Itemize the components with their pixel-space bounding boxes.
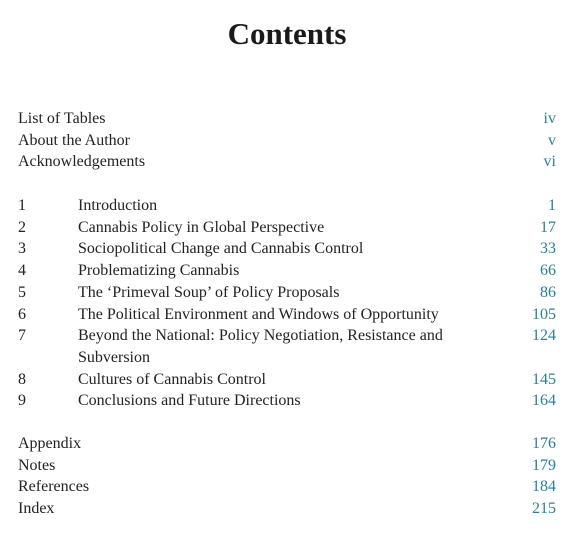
toc-entry-chapter-2[interactable]	[18, 217, 556, 239]
toc-entry-chapter-4[interactable]	[18, 260, 556, 282]
page-number: 176	[532, 435, 556, 452]
page-number: 105	[532, 305, 556, 323]
page-number: 164	[532, 392, 556, 410]
page-number: vi	[543, 153, 556, 171]
page-number: 17	[540, 218, 556, 236]
toc-entry-chapter-5[interactable]	[18, 282, 556, 304]
entry-title: Acknowledgements	[18, 153, 146, 171]
chapter-number: 1	[18, 197, 26, 214]
chapter-number: 6	[18, 305, 26, 323]
toc-entry-chapter-6[interactable]	[18, 304, 556, 326]
chapter-title: Cannabis Policy in Global Perspective	[78, 218, 325, 236]
page-number: 215	[532, 500, 556, 518]
page-number: 1	[548, 197, 556, 214]
page-number: 66	[540, 262, 556, 280]
entry-title: About the Author	[18, 131, 130, 149]
toc-entry-chapter-8[interactable]	[18, 369, 556, 391]
toc-entry-acknowledgements[interactable]	[18, 151, 556, 173]
toc-entry-notes[interactable]	[18, 455, 556, 477]
chapter-title: Conclusions and Future Directions	[78, 392, 301, 410]
page-number: 179	[532, 456, 556, 474]
toc-entry-list-of-tables[interactable]	[18, 108, 556, 130]
page-number: 145	[532, 370, 556, 388]
entry-title: Notes	[18, 456, 56, 474]
toc-entry-chapter-9[interactable]	[18, 390, 556, 412]
chapter-number: 2	[18, 218, 26, 236]
page-number: 124	[532, 327, 556, 345]
chapter-title: Beyond the National: Policy Negotiation, Resistance and Subversion	[78, 327, 443, 366]
toc-entry-chapter-1[interactable]	[18, 195, 556, 217]
chapter-number: 9	[18, 392, 26, 410]
page-number: iv	[543, 110, 556, 127]
chapter-number: 3	[18, 240, 26, 258]
toc-entry-index[interactable]	[18, 498, 556, 520]
chapter-title: Sociopolitical Change and Cannabis Control	[78, 240, 364, 258]
page-number: v	[548, 131, 556, 149]
toc-entry-chapter-3[interactable]	[18, 238, 556, 260]
chapter-number: 4	[18, 262, 26, 280]
front-matter-list	[18, 108, 556, 173]
chapter-number: 7	[18, 327, 26, 345]
chapter-title: The ‘Primeval Soup’ of Policy Proposals	[78, 283, 340, 301]
page-title: Contents	[227, 16, 347, 51]
toc-entry-references[interactable]	[18, 476, 556, 498]
page-number: 184	[532, 478, 556, 496]
entry-title: Appendix	[18, 435, 82, 452]
toc-entry-about-the-author[interactable]	[18, 130, 556, 152]
chapter-list	[18, 195, 556, 412]
page-number: 33	[540, 240, 556, 258]
entry-title: References	[18, 478, 90, 496]
chapter-number: 5	[18, 283, 26, 301]
entry-title: List of Tables	[18, 110, 106, 127]
chapter-title: Introduction	[78, 197, 158, 214]
chapter-title: Cultures of Cannabis Control	[78, 370, 266, 388]
chapter-title: Problematizing Cannabis	[78, 262, 240, 280]
chapter-title: The Political Environment and Windows of Opportunity	[78, 305, 439, 323]
back-matter-list	[18, 433, 556, 520]
chapter-number: 8	[18, 370, 26, 388]
entry-title: Index	[18, 500, 55, 518]
toc-entry-chapter-7[interactable]	[18, 325, 556, 368]
toc-entry-appendix[interactable]	[18, 433, 556, 455]
page-number: 86	[540, 283, 556, 301]
